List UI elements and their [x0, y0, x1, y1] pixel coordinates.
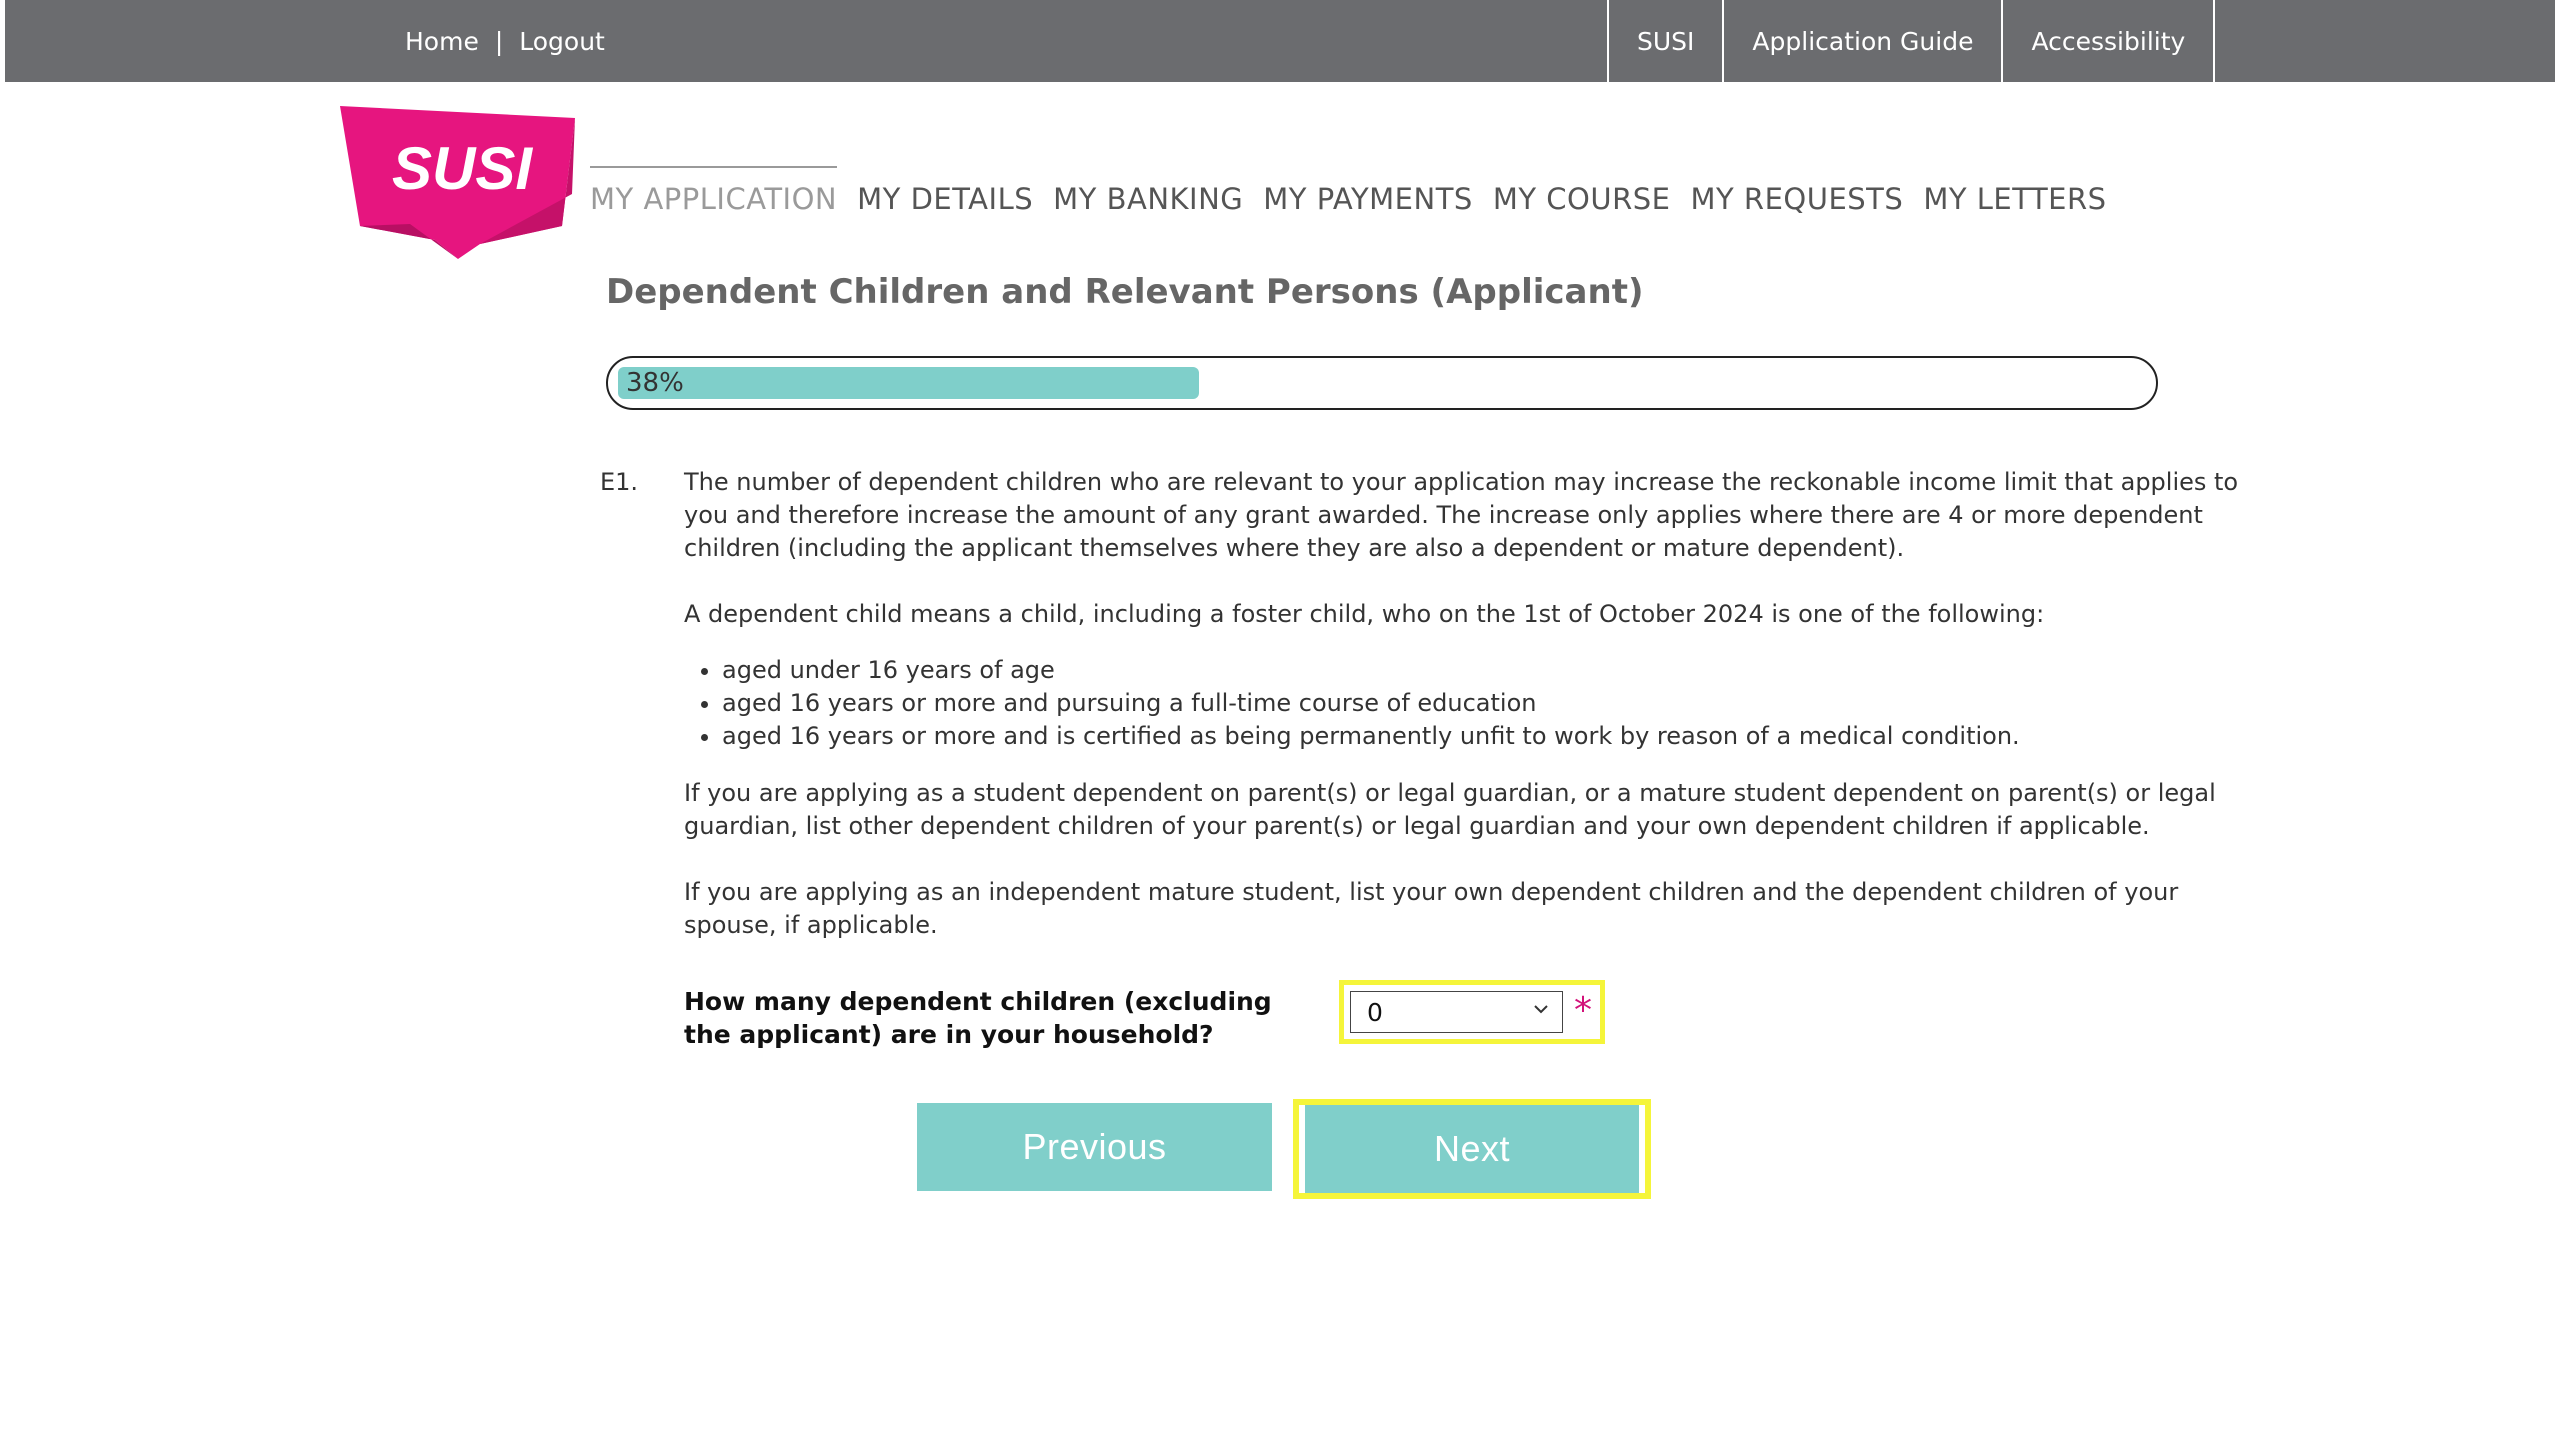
- selected-value: 0: [1367, 997, 1383, 1027]
- link-separator: |: [494, 26, 504, 56]
- next-button[interactable]: Next: [1305, 1105, 1639, 1193]
- dependent-children-select-focus-ring: [1339, 980, 1605, 1044]
- page-title: Dependent Children and Relevant Persons (Applicant): [606, 272, 1644, 312]
- list-item: • aged 16 years or more and is certified as being permanently unfit to work by reason of a medical condition.: [722, 720, 2274, 753]
- question-body: [684, 466, 2274, 975]
- question-number: E1.: [600, 468, 639, 496]
- list-item: • aged under 16 years of age: [722, 654, 2274, 687]
- nav-my-banking[interactable]: MY BANKING: [1053, 182, 1244, 216]
- nav-my-letters[interactable]: MY LETTERS: [1923, 182, 2107, 216]
- dependent-children-label: How many dependent children (excluding the applicant) are in your household?: [684, 987, 1272, 1049]
- nav-my-application[interactable]: MY APPLICATION: [590, 166, 837, 218]
- progress-bar: [606, 356, 2158, 410]
- chevron-down-icon: [1530, 998, 1552, 1020]
- susi-link[interactable]: SUSI: [1607, 0, 1722, 82]
- next-button-focus-ring: [1293, 1099, 1651, 1199]
- question-paragraph-3: If you are applying as a student dependent on parent(s) or legal guardian, or a mature student dependent on parent(s) or legal guardian, list other dependent children of your parent(s) or legal guardian and your own dependent children if applicable.: [684, 779, 2216, 840]
- question-paragraph-4: If you are applying as an independent mature student, list your own dependent children and the dependent children of your spouse, if applicable.: [684, 878, 2179, 939]
- logout-link[interactable]: Logout: [519, 26, 605, 56]
- nav-my-requests[interactable]: MY REQUESTS: [1690, 182, 1904, 216]
- list-item: • aged 16 years or more and pursuing a full-time course of education: [722, 687, 2274, 720]
- dependent-criteria-list: [684, 654, 2274, 753]
- main-nav: [590, 148, 2107, 218]
- progress-fill: [618, 367, 1199, 399]
- nav-my-payments[interactable]: MY PAYMENTS: [1263, 182, 1473, 216]
- nav-my-course[interactable]: MY COURSE: [1492, 182, 1671, 216]
- dependent-children-select[interactable]: [1350, 991, 1563, 1033]
- top-left-links: [405, 0, 605, 82]
- logo-text: SUSI: [392, 135, 533, 202]
- accessibility-link[interactable]: Accessibility: [2001, 0, 2215, 82]
- nav-my-details[interactable]: MY DETAILS: [857, 182, 1034, 216]
- previous-button[interactable]: Previous: [917, 1103, 1272, 1191]
- required-marker: *: [1574, 990, 1592, 1031]
- susi-logo[interactable]: [340, 104, 575, 259]
- progress-label: 38%: [626, 368, 684, 398]
- question-paragraph-2: A dependent child means a child, including a foster child, who on the 1st of October 2024 is one of the following:: [684, 600, 2045, 628]
- top-right-links: [1607, 0, 2215, 82]
- top-bar: [5, 0, 2555, 82]
- question-paragraph-1: The number of dependent children who are relevant to your application may increase the reckonable income limit that applies to you and therefore increase the amount of any grant awarded. The increase only applies where there are 4 or more dependent children (including the applicant themselves where they are also a dependent or mature dependent).: [684, 468, 2239, 562]
- home-link[interactable]: Home: [405, 26, 479, 56]
- application-guide-link[interactable]: Application Guide: [1722, 0, 2001, 82]
